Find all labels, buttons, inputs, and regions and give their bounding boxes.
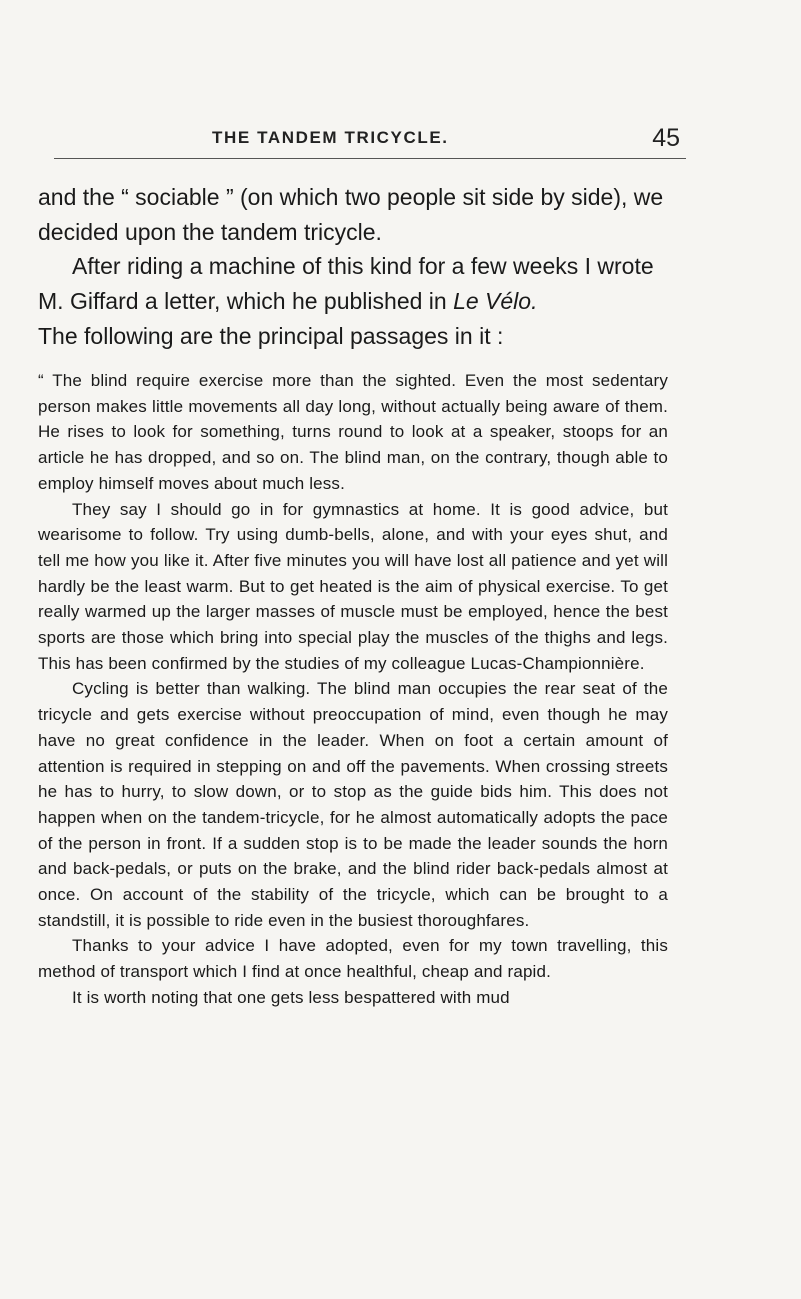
quoted-letter: [38, 368, 668, 1011]
running-head: [212, 124, 692, 160]
running-title: THE TANDEM TRICYCLE.: [212, 128, 449, 147]
header-rule: [54, 158, 686, 159]
paragraph-2: [38, 249, 678, 318]
page-number: 45: [652, 124, 680, 152]
quote-paragraph-4: Thanks to your advice I have adopted, even for my town travelling, this method of transport which I find at once healthful, cheap and rapid.: [38, 936, 668, 982]
paragraph-1: and the “ sociable ” (on which two people sit side by side), we decided upon the tandem tricycle.: [38, 184, 664, 245]
quote-paragraph-1: “ The blind require exercise more than the sighted. Even the most sedentary person makes little movements all day long, without actually being aware of them. He rises to look for something, turns round to look at a speaker, stoops for an article he has dropped, and so on. The blind man, on the contrary, though able to employ himself moves about much less.: [38, 371, 668, 493]
quote-paragraph-5: It is worth noting that one gets less bespattered with mud: [72, 987, 510, 1007]
quote-paragraph-2: They say I should go in for gymnastics at home. It is good advice, but wearisome to follow. Try using dumb-bells, alone, and with your eyes shut, and tell me how you like it. After five minutes you will have lost all patience and yet will hardly be the least warm. But to get heated is the aim of physical exercise. To get really warmed up the larger masses of muscle must be employed, hence the best sports are those which bring into special play the muscles of the thighs and legs. This has been confirmed by the studies of my colleague Lucas-Championnière.: [38, 499, 668, 673]
journal-title: Le Vélo.: [453, 288, 538, 315]
main-text: [38, 180, 678, 354]
quote-paragraph-3: Cycling is better than walking. The blind man occupies the rear seat of the tricycle and gets exercise without preoccupation of mind, even though he may have no great confidence in the leader. When on foot a certain amount of attention is required in stepping on and off the pavements. When crossing streets he has to hurry, to slow down, or to stop as the guide bids him. This does not happen when on the tandem-tricycle, for he almost automatically adopts the pace of the person in front. If a sudden stop is to be made the leader sounds the horn and back-pedals, or puts on the brake, and the blind rider back-pedals almost at once. On account of the stability of the tricycle, which can be brought to a standstill, it is possible to ride even in the busiest thoroughfares.: [38, 679, 668, 930]
paragraph-2-text: After riding a machine of this kind for a few weeks I wrote M. Giffard a letter, which he published in: [38, 253, 654, 315]
paragraph-3: The following are the principal passages in it :: [38, 322, 504, 349]
